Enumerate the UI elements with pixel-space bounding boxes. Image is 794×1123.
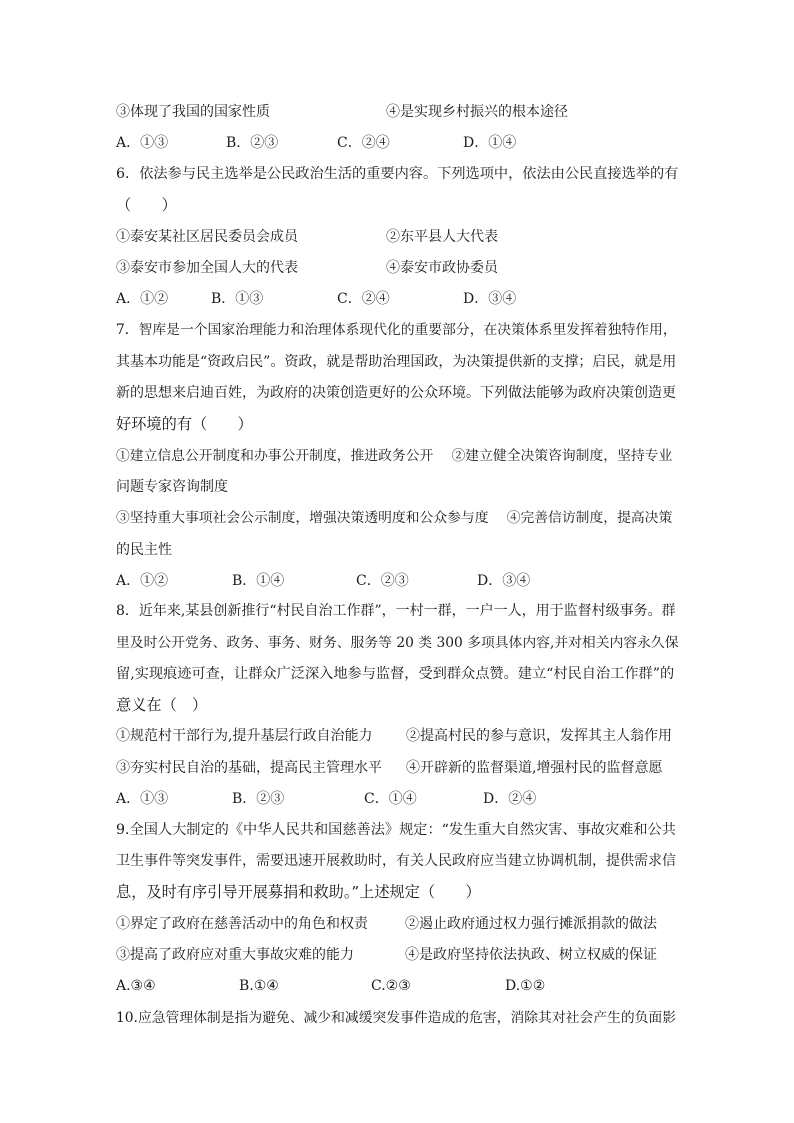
q7-choice-d: D．③④ [477,573,531,589]
q9-stem-line-3: 息，及时有序引导开展募捐和救助。”上述规定（ ） [116,883,481,901]
q5-choice-c: C．②④ [337,135,390,151]
q8-option-4: ④开辟新的监督渠道,增强村民的监督意愿 [406,760,663,776]
q6-option-2: ②东平县人大代表 [386,229,498,245]
q5-option-4: ④是实现乡村振兴的根本途径 [386,104,568,120]
q8-stem-line-2: 里及时公开党务、政务、事务、财务、服务等 20 类 300 多项具体内容,并对相关内容永久保 [116,635,679,651]
q8-stem-line-1: 8．近年来,某县创新推行“村民自治工作群”，一村一群，一户一人，用于监督村级事务。群 [116,603,676,619]
q8-stem-line-4: 意义在（ ） [116,696,208,714]
q6-option-1: ①泰安某社区居民委员会成员 [116,229,298,245]
q7-option-line-3: ③坚持重大事项社会公示制度，增强决策透明度和公众参与度 ④完善信访制度，提高决策 [116,510,673,526]
q8-choice-d: D．②④ [483,791,537,807]
q6-option-4: ④泰安市政协委员 [386,260,498,276]
q7-stem-line-4: 好环境的有（ ） [116,415,253,433]
q7-option-line-4: 的民主性 [116,542,172,558]
q9-choice-c: C.②③ [371,978,411,994]
q5-option-3: ③体现了我国的国家性质 [116,104,270,120]
q6-stem-line-1: 6．依法参与民主选举是公民政治生活的重要内容。下列选项中，依法由公民直接选举的有 [116,166,679,182]
q7-stem-line-2: 其基本功能是“资政启民”。资政，就是帮助治理国政，为决策提供新的支撑；启民，就是用 [116,354,677,370]
q6-stem-line-2: （ ） [116,196,177,214]
q7-stem-line-1: 7．智库是一个国家治理能力和治理体系现代化的重要部分，在决策体系里发挥着独特作用， [116,322,677,338]
q9-choice-a: A.③④ [116,978,156,994]
q6-choice-d: D．③④ [463,291,517,307]
q6-choice-c: C．②④ [337,291,390,307]
q5-choice-d: D．①④ [463,135,517,151]
q8-option-3: ③夯实村民自治的基础，提高民主管理水平 [116,760,382,776]
q9-choice-d: D.①② [505,978,546,994]
q9-choice-b: B.①④ [239,978,279,994]
q8-choice-a: A．①③ [116,791,169,807]
q5-choice-a: A．①③ [116,135,169,151]
q9-option-4: ④是政府坚持依法执政、树立权威的保证 [405,947,657,963]
q7-option-line-2: 问题专家咨询制度 [116,479,228,495]
q6-choice-a: A．①② [116,291,169,307]
q8-choice-b: B．②③ [232,791,285,807]
q7-choice-a: A．①② [116,573,169,589]
q8-option-1: ①规范村干部行为,提升基层行政自治能力 [116,728,373,744]
q9-stem-line-2: 卫生事件等突发事件，需要迅速开展救助时，有关人民政府应当建立协调机制，提供需求信 [116,853,676,869]
q8-option-2: ②提高村民的参与意识，发挥其主人翁作用 [406,728,672,744]
q10-stem-line-1: 10.应急管理体制是指为避免、减少和减缓突发事件造成的危害，消除其对社会产生的负面影 [116,1010,677,1026]
q6-choice-b: B．①③ [211,291,264,307]
q5-choice-b: B．②③ [226,135,279,151]
q7-option-line-1: ①建立信息公开制度和办事公开制度，推进政务公开 ②建立健全决策咨询制度，坚持专业 [116,448,673,464]
q7-choice-c: C．②③ [356,573,409,589]
q9-option-1: ①界定了政府在慈善活动中的角色和权责 [116,916,368,932]
q9-stem-line-1: 9.全国人大制定的《中华人民共和国慈善法》规定：“发生重大自然灾害、事故灾难和公共 [116,822,676,838]
q7-choice-b: B．①④ [232,573,285,589]
q9-option-3: ③提高了政府应对重大事故灾难的能力 [116,947,354,963]
q7-stem-line-3: 新的思想来启迪百姓，为政府的决策创造更好的公众环境。下列做法能够为政府决策创造更 [116,385,676,401]
q6-option-3: ③泰安市参加全国人大的代表 [116,260,298,276]
q9-option-2: ②遏止政府通过权力强行摊派捐款的做法 [405,916,657,932]
q8-stem-line-3: 留,实现痕迹可查，让群众广泛深入地参与监督，受到群众点赞。建立“村民自治工作群”的 [116,666,675,682]
q8-choice-c: C．①④ [364,791,417,807]
